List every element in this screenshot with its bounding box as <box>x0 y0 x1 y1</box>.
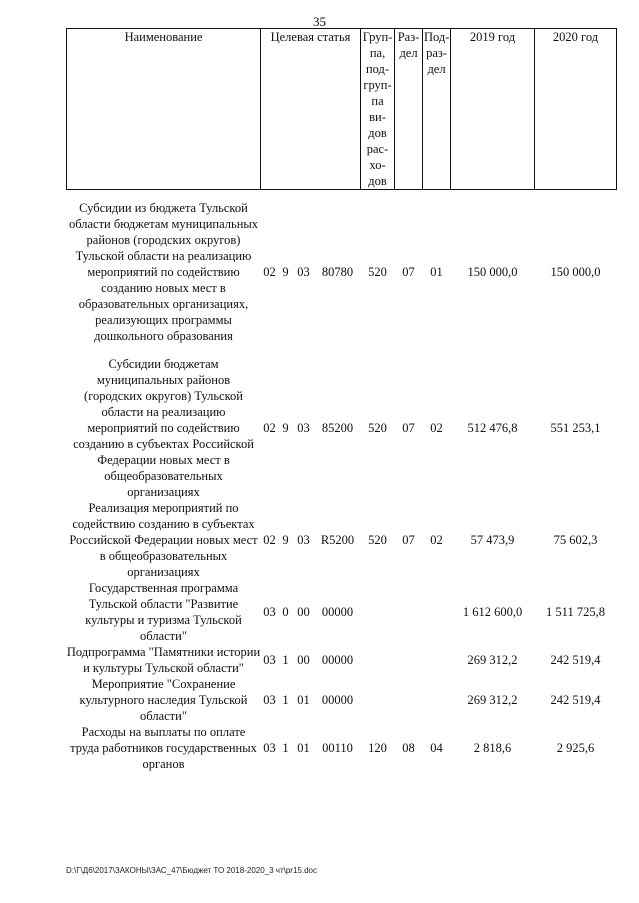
row-amount-2019: 512 476,8 <box>467 421 518 435</box>
row-amount-2019: 150 000,0 <box>467 265 518 279</box>
row-amount-2020: 1 511 725,8 <box>546 605 605 619</box>
row-target-program: 03 <box>263 605 276 619</box>
row-name: Подпрограмма "Памятники истории и культуры Тульской области" <box>66 645 261 675</box>
row-amount-2020: 242 519,4 <box>550 693 601 707</box>
row-podrazdel: 02 <box>430 421 443 435</box>
table-row <box>67 676 617 724</box>
row-podrazdel: 04 <box>430 741 443 755</box>
row-podrazdel <box>423 644 451 676</box>
row-razdel <box>395 580 423 644</box>
row-spacer <box>67 190 617 201</box>
row-target-direction: 85200 <box>321 421 354 435</box>
row-target-event: 00 <box>297 605 310 619</box>
table-row <box>67 724 617 772</box>
header-2019: 2019 год <box>451 29 535 190</box>
row-spacer <box>67 344 617 356</box>
row-expense-group <box>361 580 395 644</box>
header-razdel: Раз- дел <box>395 29 423 190</box>
row-target-subprogram: 9 <box>282 421 289 435</box>
row-razdel <box>395 644 423 676</box>
row-podrazdel: 01 <box>430 265 443 279</box>
row-target-program: 03 <box>263 741 276 755</box>
row-target-event: 03 <box>297 421 310 435</box>
table-row <box>67 200 617 344</box>
row-amount-2020: 242 519,4 <box>550 653 601 667</box>
row-target-subprogram: 9 <box>282 533 289 547</box>
row-expense-group: 520 <box>368 421 387 435</box>
table-row <box>67 356 617 500</box>
row-name: Государственная программа Тульской области "Развитие культуры и туризма Тульской области" <box>85 581 242 643</box>
budget-table <box>66 28 617 772</box>
header-target: Целевая статья <box>261 29 361 190</box>
table-row <box>67 644 617 676</box>
row-target-event: 03 <box>297 265 310 279</box>
row-expense-group: 120 <box>368 741 387 755</box>
row-target-program: 02 <box>263 533 276 547</box>
row-amount-2019: 269 312,2 <box>467 653 518 667</box>
row-target-event: 01 <box>297 741 310 755</box>
row-target-program: 02 <box>263 421 276 435</box>
row-target-subprogram: 1 <box>282 653 289 667</box>
row-razdel: 07 <box>402 421 415 435</box>
row-target-event: 01 <box>297 693 310 707</box>
row-podrazdel <box>423 676 451 724</box>
row-target-direction: 00110 <box>322 741 353 755</box>
row-amount-2019: 2 818,6 <box>473 741 512 755</box>
file-path-footer: D:\Г\Д6\2017\ЗАКОНЫ\ЗАС_47\Бюджет ТО 2018-2020_3 чт\pr15.doc <box>66 866 317 875</box>
row-razdel: 07 <box>402 533 415 547</box>
row-amount-2019: 57 473,9 <box>470 533 515 547</box>
row-amount-2020: 75 602,3 <box>553 533 598 547</box>
row-target-program: 02 <box>263 265 276 279</box>
header-group: Груп- па, под- груп- па ви- дов рас- хо- дов <box>361 29 395 190</box>
row-target-program: 03 <box>263 653 276 667</box>
row-target-subprogram: 9 <box>282 265 289 279</box>
row-razdel <box>395 676 423 724</box>
row-podrazdel <box>423 580 451 644</box>
row-amount-2020: 150 000,0 <box>550 265 601 279</box>
row-target-direction: 80780 <box>321 265 354 279</box>
row-target-direction: 00000 <box>321 605 354 619</box>
row-name: Субсидии бюджетам муниципальных районов (городских округов) Тульской области на реализацию мероприятий по содействию созданию в субъектах Российской Федерации новых мест в общеобразовательных организациях <box>73 357 254 499</box>
row-target-event: 03 <box>297 533 310 547</box>
row-target-program: 03 <box>263 693 276 707</box>
row-target-direction: 00000 <box>321 653 354 667</box>
row-target-subprogram: 0 <box>282 605 289 619</box>
row-amount-2019: 269 312,2 <box>467 693 518 707</box>
page-number: 35 <box>313 14 326 29</box>
header-podrazdel: Под- раз- дел <box>423 29 451 190</box>
row-name: Мероприятие "Сохранение культурного наследия Тульской области" <box>79 677 248 723</box>
table-header-row <box>67 29 617 190</box>
row-podrazdel: 02 <box>430 533 443 547</box>
row-target-event: 00 <box>297 653 310 667</box>
table-row <box>67 500 617 580</box>
row-amount-2020: 551 253,1 <box>550 421 601 435</box>
row-target-subprogram: 1 <box>282 741 289 755</box>
header-name: Наименование <box>67 29 261 190</box>
table-body <box>67 190 617 773</box>
row-name: Субсидии из бюджета Тульской области бюджетам муниципальных районов (городских округов) Тульской области на реализацию мероприятий по содействию созданию новых мест в образовательных организациях, реализующих программы дошкольного образования <box>68 201 259 343</box>
row-razdel: 07 <box>402 265 415 279</box>
row-name: Реализация мероприятий по содействию созданию в субъектах Российской Федерации новых мест в общеобразовательных организациях <box>69 501 258 579</box>
row-target-subprogram: 1 <box>282 693 289 707</box>
row-amount-2019: 1 612 600,0 <box>462 605 523 619</box>
row-expense-group: 520 <box>368 265 387 279</box>
row-expense-group <box>361 676 395 724</box>
header-2020: 2020 год <box>535 29 617 190</box>
table-row <box>67 580 617 644</box>
row-expense-group: 520 <box>368 533 387 547</box>
row-target-direction: R5200 <box>320 533 355 547</box>
row-expense-group <box>361 644 395 676</box>
row-razdel: 08 <box>402 741 415 755</box>
row-amount-2020: 2 925,6 <box>556 741 595 755</box>
row-name: Расходы на выплаты по оплате труда работников государственных органов <box>70 725 257 771</box>
row-target-direction: 00000 <box>321 693 354 707</box>
